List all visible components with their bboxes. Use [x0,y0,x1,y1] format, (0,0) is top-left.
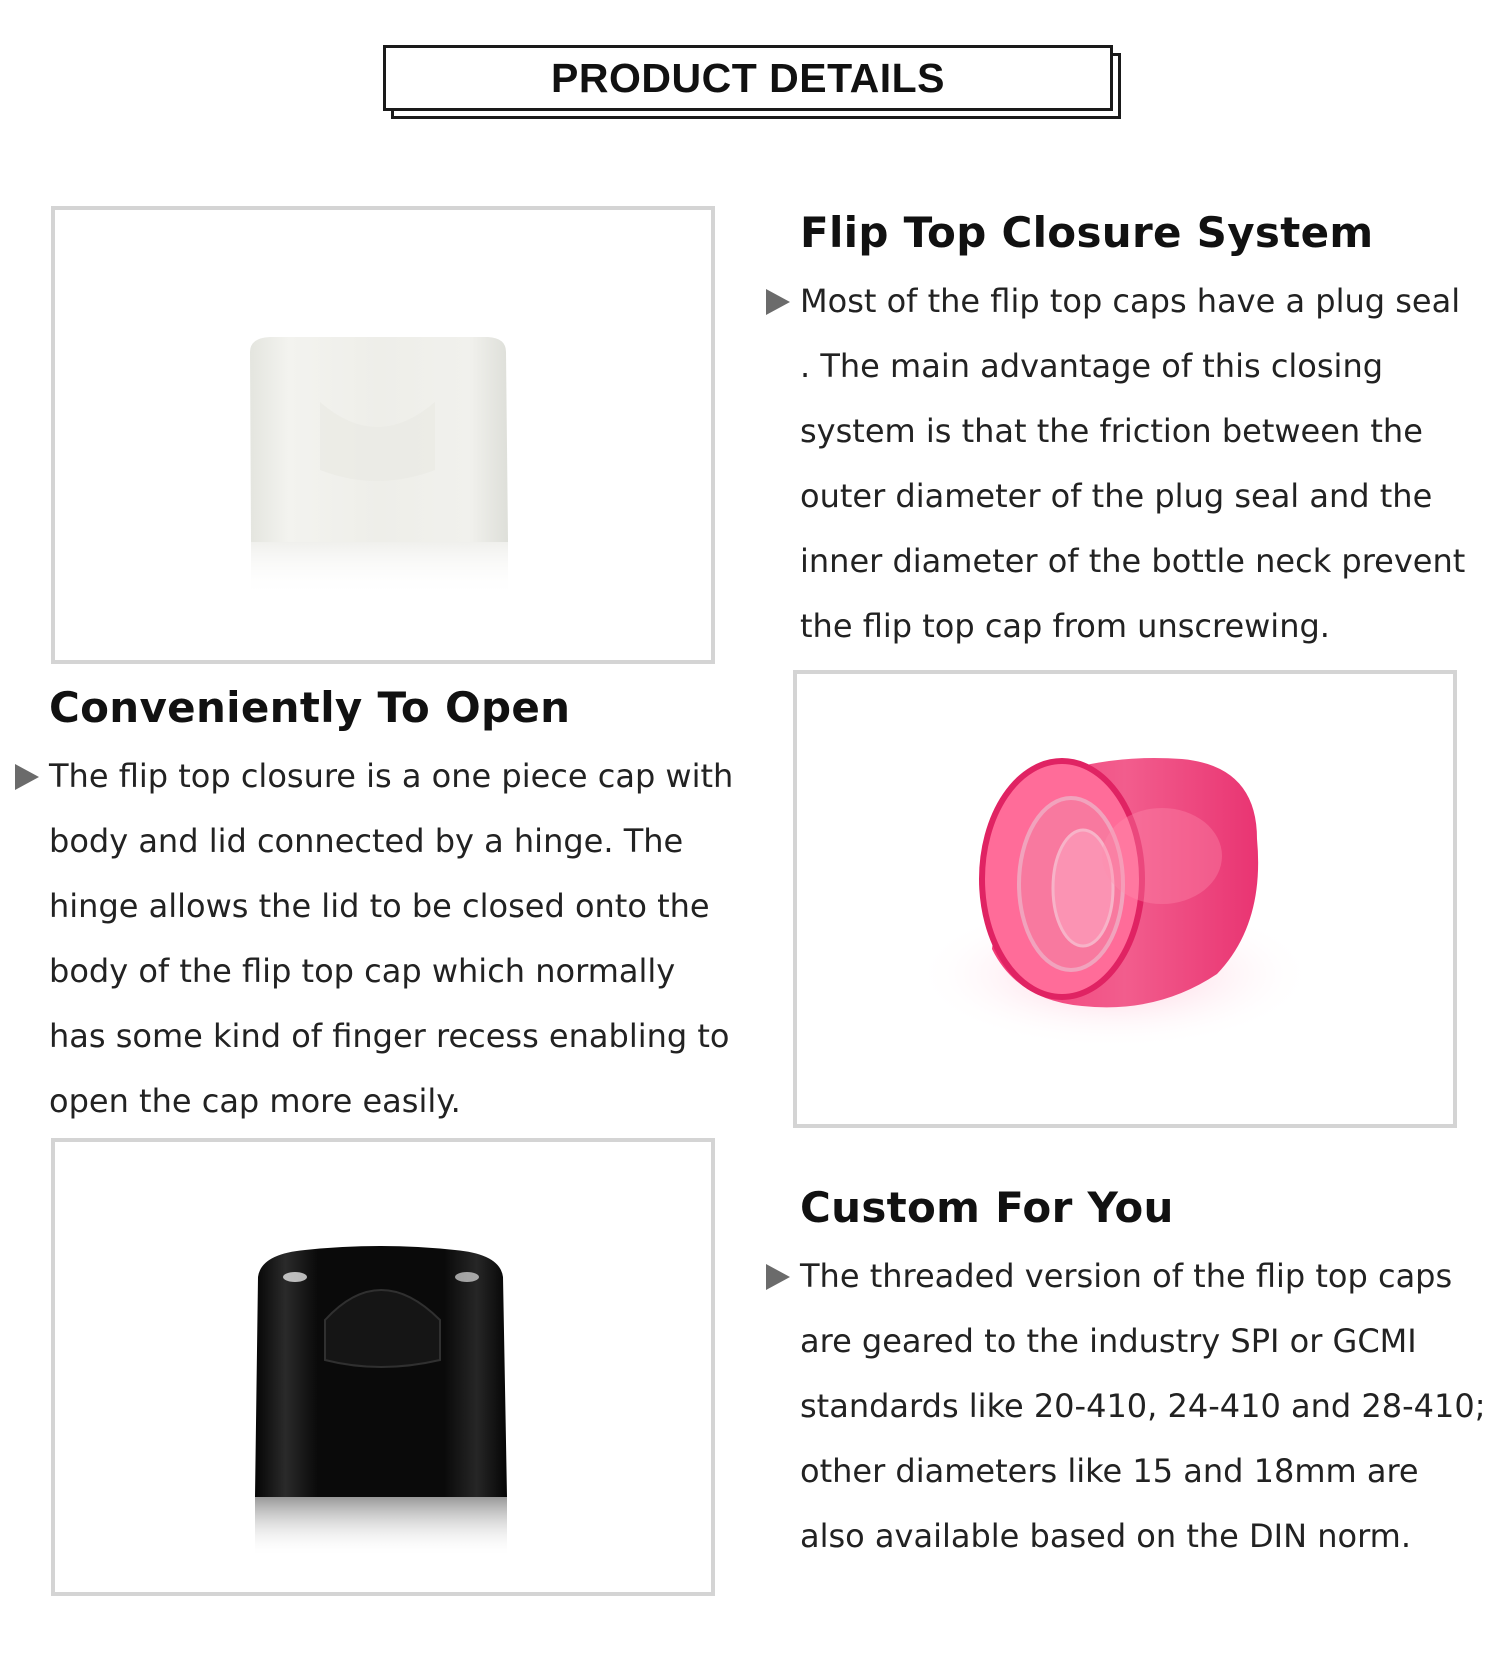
bullet-arrow-icon [766,289,790,315]
section-text: Most of the flip top caps have a plug seal . The main advantage of this closing system is that the friction between the outer diameter of the plug seal and the inner diameter of the bottle neck prevent the flip top cap from unscrewing. [800,282,1466,645]
section-title: Flip Top Closure System [800,208,1374,257]
white-cap-image [51,206,715,664]
black-cap-illustration [55,1142,711,1592]
white-cap-illustration [55,210,711,660]
bullet-arrow-icon [766,1264,790,1290]
section-custom-for-you [800,1180,1490,1569]
section-body [800,269,1480,659]
section-body [49,744,739,1134]
section-flip-top-closure [800,205,1480,659]
section-title: Custom For You [800,1183,1174,1232]
page-title: PRODUCT DETAILS [551,54,945,101]
header-box [383,45,1113,111]
pink-cap-illustration [797,674,1453,1124]
section-text: The flip top closure is a one piece cap with body and lid connected by a hinge. The hinge allows the lid to be closed onto the body of the flip top cap which normally has some kind of finger recess enabling to open the cap more easily. [49,757,734,1120]
pink-cap-image [793,670,1457,1128]
section-text: The threaded version of the flip top caps are geared to the industry SPI or GCMI standards like 20-410, 24-410 and 28-410; other diameters like 15 and 18mm are also available based on the DIN norm. [800,1257,1486,1555]
product-details-header [383,45,1123,121]
section-title: Conveniently To Open [49,683,571,732]
black-cap-image [51,1138,715,1596]
bullet-arrow-icon [15,764,39,790]
section-conveniently-to-open [49,680,739,1134]
section-body [800,1244,1490,1569]
